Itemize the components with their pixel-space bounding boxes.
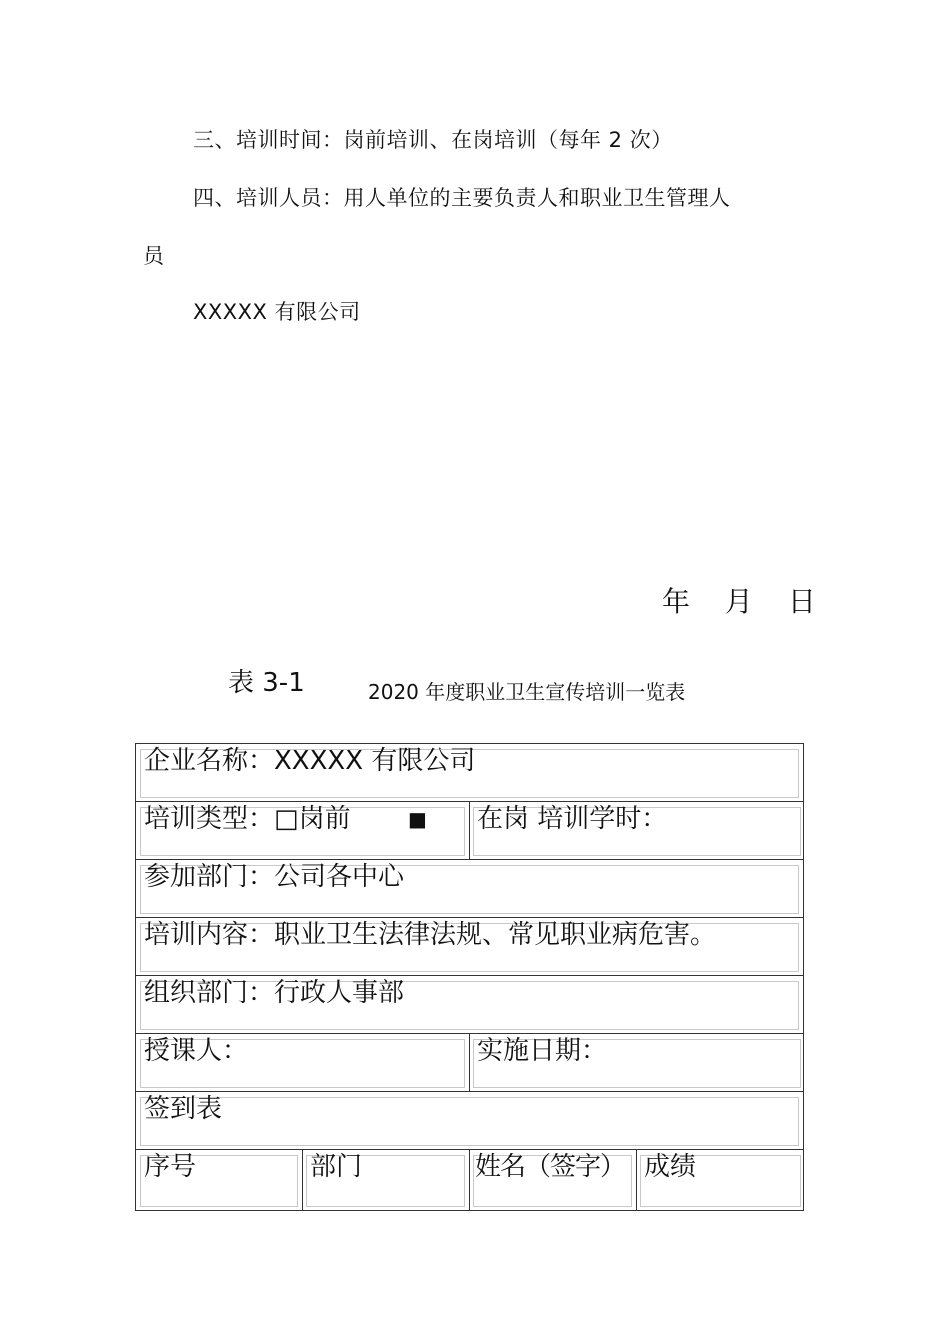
table-row — [136, 976, 803, 1034]
table-title: 2020 年度职业卫生宣传培训一览表 — [368, 680, 686, 704]
table-row — [136, 1150, 803, 1210]
table-row — [136, 1034, 803, 1092]
company-name-text: XXXXX 有限公司 — [193, 300, 361, 324]
column-header-name-signature: 姓名（签字） — [475, 1152, 626, 1182]
training-content-field: 培训内容：职业卫生法律法规、常见职业病危害。 — [144, 920, 717, 950]
date-month: 月 — [724, 585, 753, 618]
table-row — [136, 1092, 803, 1150]
date-line — [662, 580, 816, 620]
company-name-field: 企业名称：XXXXX 有限公司 — [144, 746, 476, 776]
training-hours-field: 在岗 培训学时： — [477, 804, 668, 834]
implementation-date-field: 实施日期： — [477, 1036, 608, 1066]
departments-field: 参加部门：公司各中心 — [144, 862, 405, 892]
checked-box-icon: ■ — [408, 807, 427, 831]
sign-sheet-label: 签到表 — [144, 1094, 223, 1124]
table-row — [136, 860, 803, 918]
table-row — [136, 802, 803, 860]
column-header-serial: 序号 — [144, 1152, 197, 1182]
date-day: 日 — [787, 585, 816, 618]
column-header-score: 成绩 — [644, 1152, 697, 1182]
table-row — [136, 744, 803, 802]
training-form-table — [135, 743, 804, 1211]
table-number: 表 3-1 — [228, 668, 305, 698]
column-header-department: 部门 — [310, 1152, 363, 1182]
training-type-field: 培训类型：□岗前 — [144, 804, 351, 834]
paragraph-training-personnel-cont: 员 — [143, 244, 165, 268]
organizer-field: 组织部门：行政人事部 — [144, 978, 405, 1008]
paragraph-training-time: 三、培训时间：岗前培训、在岗培训（每年 2 次） — [193, 128, 673, 152]
table-row — [136, 918, 803, 976]
paragraph-training-personnel: 四、培训人员：用人单位的主要负责人和职业卫生管理人 — [193, 186, 731, 210]
instructor-field: 授课人： — [144, 1036, 249, 1066]
date-year: 年 — [662, 585, 691, 618]
